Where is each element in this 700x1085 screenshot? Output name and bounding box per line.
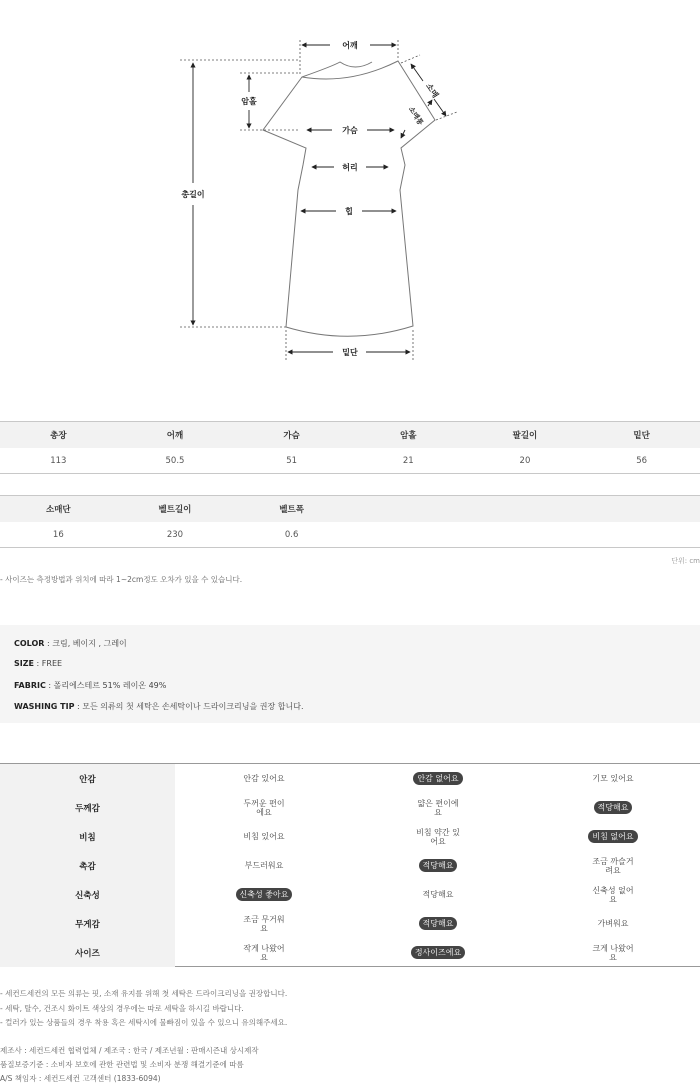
feature-option bbox=[348, 880, 528, 909]
label-hip: 힙 bbox=[345, 207, 353, 216]
size-header: 가슴 bbox=[233, 422, 350, 449]
feature-option bbox=[348, 851, 528, 880]
info-fabric: FABRIC : 폴리에스테르 51% 레이온 49% bbox=[14, 681, 167, 690]
label-chest: 가슴 bbox=[342, 126, 358, 135]
feature-option bbox=[523, 938, 700, 967]
feature-option bbox=[348, 938, 528, 967]
feature-option-text: 조금 까슬거려요 bbox=[592, 856, 634, 875]
size-table-value-row bbox=[0, 448, 700, 474]
size-value: 56 bbox=[583, 448, 700, 474]
label-hem: 밑단 bbox=[342, 348, 358, 357]
label-sleeve: 소매 bbox=[424, 81, 441, 100]
size-value: 50.5 bbox=[117, 448, 234, 474]
feature-option bbox=[174, 822, 354, 851]
size-value: 0.6 bbox=[233, 522, 350, 548]
feature-label: 두께감 bbox=[0, 793, 175, 822]
info-color: COLOR : 크림, 베이지 , 그레이 bbox=[14, 639, 127, 648]
size-header: 벨트길이 bbox=[117, 496, 234, 523]
feature-option bbox=[348, 822, 528, 851]
feature-option-text: 가벼워요 bbox=[597, 919, 629, 928]
feature-option bbox=[174, 851, 354, 880]
size-value: 51 bbox=[233, 448, 350, 474]
feature-option-text: 기모 있어요 bbox=[592, 774, 634, 783]
warranty-info: 품질보증기준 : 소비자 보호에 관한 관련법 및 소비자 분쟁 해결기준에 따름 bbox=[0, 1060, 244, 1069]
measurement-diagram bbox=[0, 0, 700, 400]
feature-option bbox=[348, 909, 528, 938]
label-total-length: 총길이 bbox=[181, 190, 205, 199]
care-note: - 세컨드세컨의 모든 의류는 핏, 소재 유지를 위해 첫 세탁은 드라이크리닝을 권장합니다. bbox=[0, 989, 288, 998]
unit-label: 단위: cm bbox=[671, 557, 700, 565]
size-value: 20 bbox=[467, 448, 584, 474]
feature-label: 무게감 bbox=[0, 909, 175, 938]
feature-label: 안감 bbox=[0, 764, 175, 793]
feature-row bbox=[0, 764, 700, 793]
feature-option bbox=[348, 764, 528, 793]
size-table-2 bbox=[0, 495, 700, 548]
size-value: 16 bbox=[0, 522, 117, 548]
feature-option-text: 비침 약간 있어요 bbox=[416, 827, 460, 846]
feature-row bbox=[0, 880, 700, 909]
feature-option bbox=[523, 764, 700, 793]
feature-row bbox=[0, 851, 700, 880]
feature-grid bbox=[0, 763, 700, 967]
feature-option bbox=[174, 764, 354, 793]
size-header: 벨트폭 bbox=[233, 496, 350, 523]
size-header: 총장 bbox=[0, 422, 117, 449]
size-value: 113 bbox=[0, 448, 117, 474]
feature-option bbox=[523, 909, 700, 938]
feature-label: 비침 bbox=[0, 822, 175, 851]
feature-option-selected: 적당해요 bbox=[419, 859, 458, 872]
label-armhole: 암홀 bbox=[241, 97, 257, 106]
feature-row bbox=[0, 793, 700, 822]
feature-label: 신축성 bbox=[0, 880, 175, 909]
feature-row bbox=[0, 938, 700, 967]
feature-option-text: 신축성 없어요 bbox=[592, 885, 634, 904]
product-info-box bbox=[0, 625, 700, 723]
feature-option bbox=[523, 851, 700, 880]
feature-option-text: 두꺼운 편이에요 bbox=[243, 798, 285, 817]
size-value: 21 bbox=[350, 448, 467, 474]
feature-option bbox=[174, 909, 354, 938]
feature-option-selected: 비침 없어요 bbox=[588, 830, 637, 843]
size-header: 어깨 bbox=[117, 422, 234, 449]
feature-option-text: 크게 나왔어요 bbox=[592, 943, 634, 962]
size-table-header-row bbox=[0, 496, 700, 523]
feature-option-selected: 정사이즈에요 bbox=[411, 946, 465, 959]
feature-row bbox=[0, 822, 700, 851]
dress-outline bbox=[263, 61, 435, 336]
size-note: - 사이즈는 측정방법과 위치에 따라 1~2cm정도 오차가 있을 수 있습니다. bbox=[0, 575, 243, 584]
feature-option-text: 비침 있어요 bbox=[243, 832, 285, 841]
feature-option bbox=[348, 793, 528, 822]
feature-option bbox=[523, 822, 700, 851]
size-table-value-row bbox=[0, 522, 700, 548]
feature-option bbox=[174, 793, 354, 822]
feature-option-text: 작게 나왔어요 bbox=[243, 943, 285, 962]
feature-row bbox=[0, 909, 700, 938]
label-sleeve-width: 소매통 bbox=[406, 105, 425, 127]
feature-option-text: 부드러워요 bbox=[244, 861, 284, 870]
feature-label: 촉감 bbox=[0, 851, 175, 880]
feature-option bbox=[523, 793, 700, 822]
feature-option bbox=[174, 938, 354, 967]
size-header: 암홀 bbox=[350, 422, 467, 449]
care-note: - 세탁, 탈수, 건조시 화이트 색상의 경우에는 따로 세탁을 하시길 바랍니다. bbox=[0, 1004, 244, 1013]
manufacturer-info: 제조사 : 세컨드세컨 협력업체 / 제조국 : 한국 / 제조년월 : 판매시즌내 상시제작 bbox=[0, 1046, 259, 1055]
care-note: - 컬러가 있는 상품들의 경우 착용 혹은 세탁시에 물빠짐이 있을 수 있으니 유의해주세요. bbox=[0, 1018, 288, 1027]
feature-option-selected: 신축성 좋아요 bbox=[236, 888, 293, 901]
feature-option bbox=[174, 880, 354, 909]
feature-option-text: 안감 있어요 bbox=[243, 774, 285, 783]
feature-option-text: 적당해요 bbox=[422, 890, 454, 899]
info-washing: WASHING TIP : 모든 의류의 첫 세탁은 손세탁이나 드라이크리닝을 권장 합니다. bbox=[14, 702, 304, 711]
size-table-1 bbox=[0, 421, 700, 474]
size-header: 밑단 bbox=[583, 422, 700, 449]
feature-option-text: 얇은 편이에요 bbox=[417, 798, 459, 817]
feature-option-text: 조금 무거워요 bbox=[243, 914, 285, 933]
size-header: 팔길이 bbox=[467, 422, 584, 449]
label-waist: 허리 bbox=[342, 163, 358, 172]
feature-label: 사이즈 bbox=[0, 938, 175, 967]
info-size: SIZE : FREE bbox=[14, 659, 63, 668]
feature-option-selected: 안감 없어요 bbox=[413, 772, 462, 785]
size-table-header-row bbox=[0, 422, 700, 449]
as-contact-info: A/S 책임자 : 세컨드세컨 고객센터 (1833-6094) bbox=[0, 1074, 161, 1083]
feature-option-selected: 적당해요 bbox=[594, 801, 633, 814]
label-shoulder: 어깨 bbox=[342, 41, 358, 50]
feature-option bbox=[523, 880, 700, 909]
size-value: 230 bbox=[117, 522, 234, 548]
size-header: 소매단 bbox=[0, 496, 117, 523]
feature-option-selected: 적당해요 bbox=[419, 917, 458, 930]
